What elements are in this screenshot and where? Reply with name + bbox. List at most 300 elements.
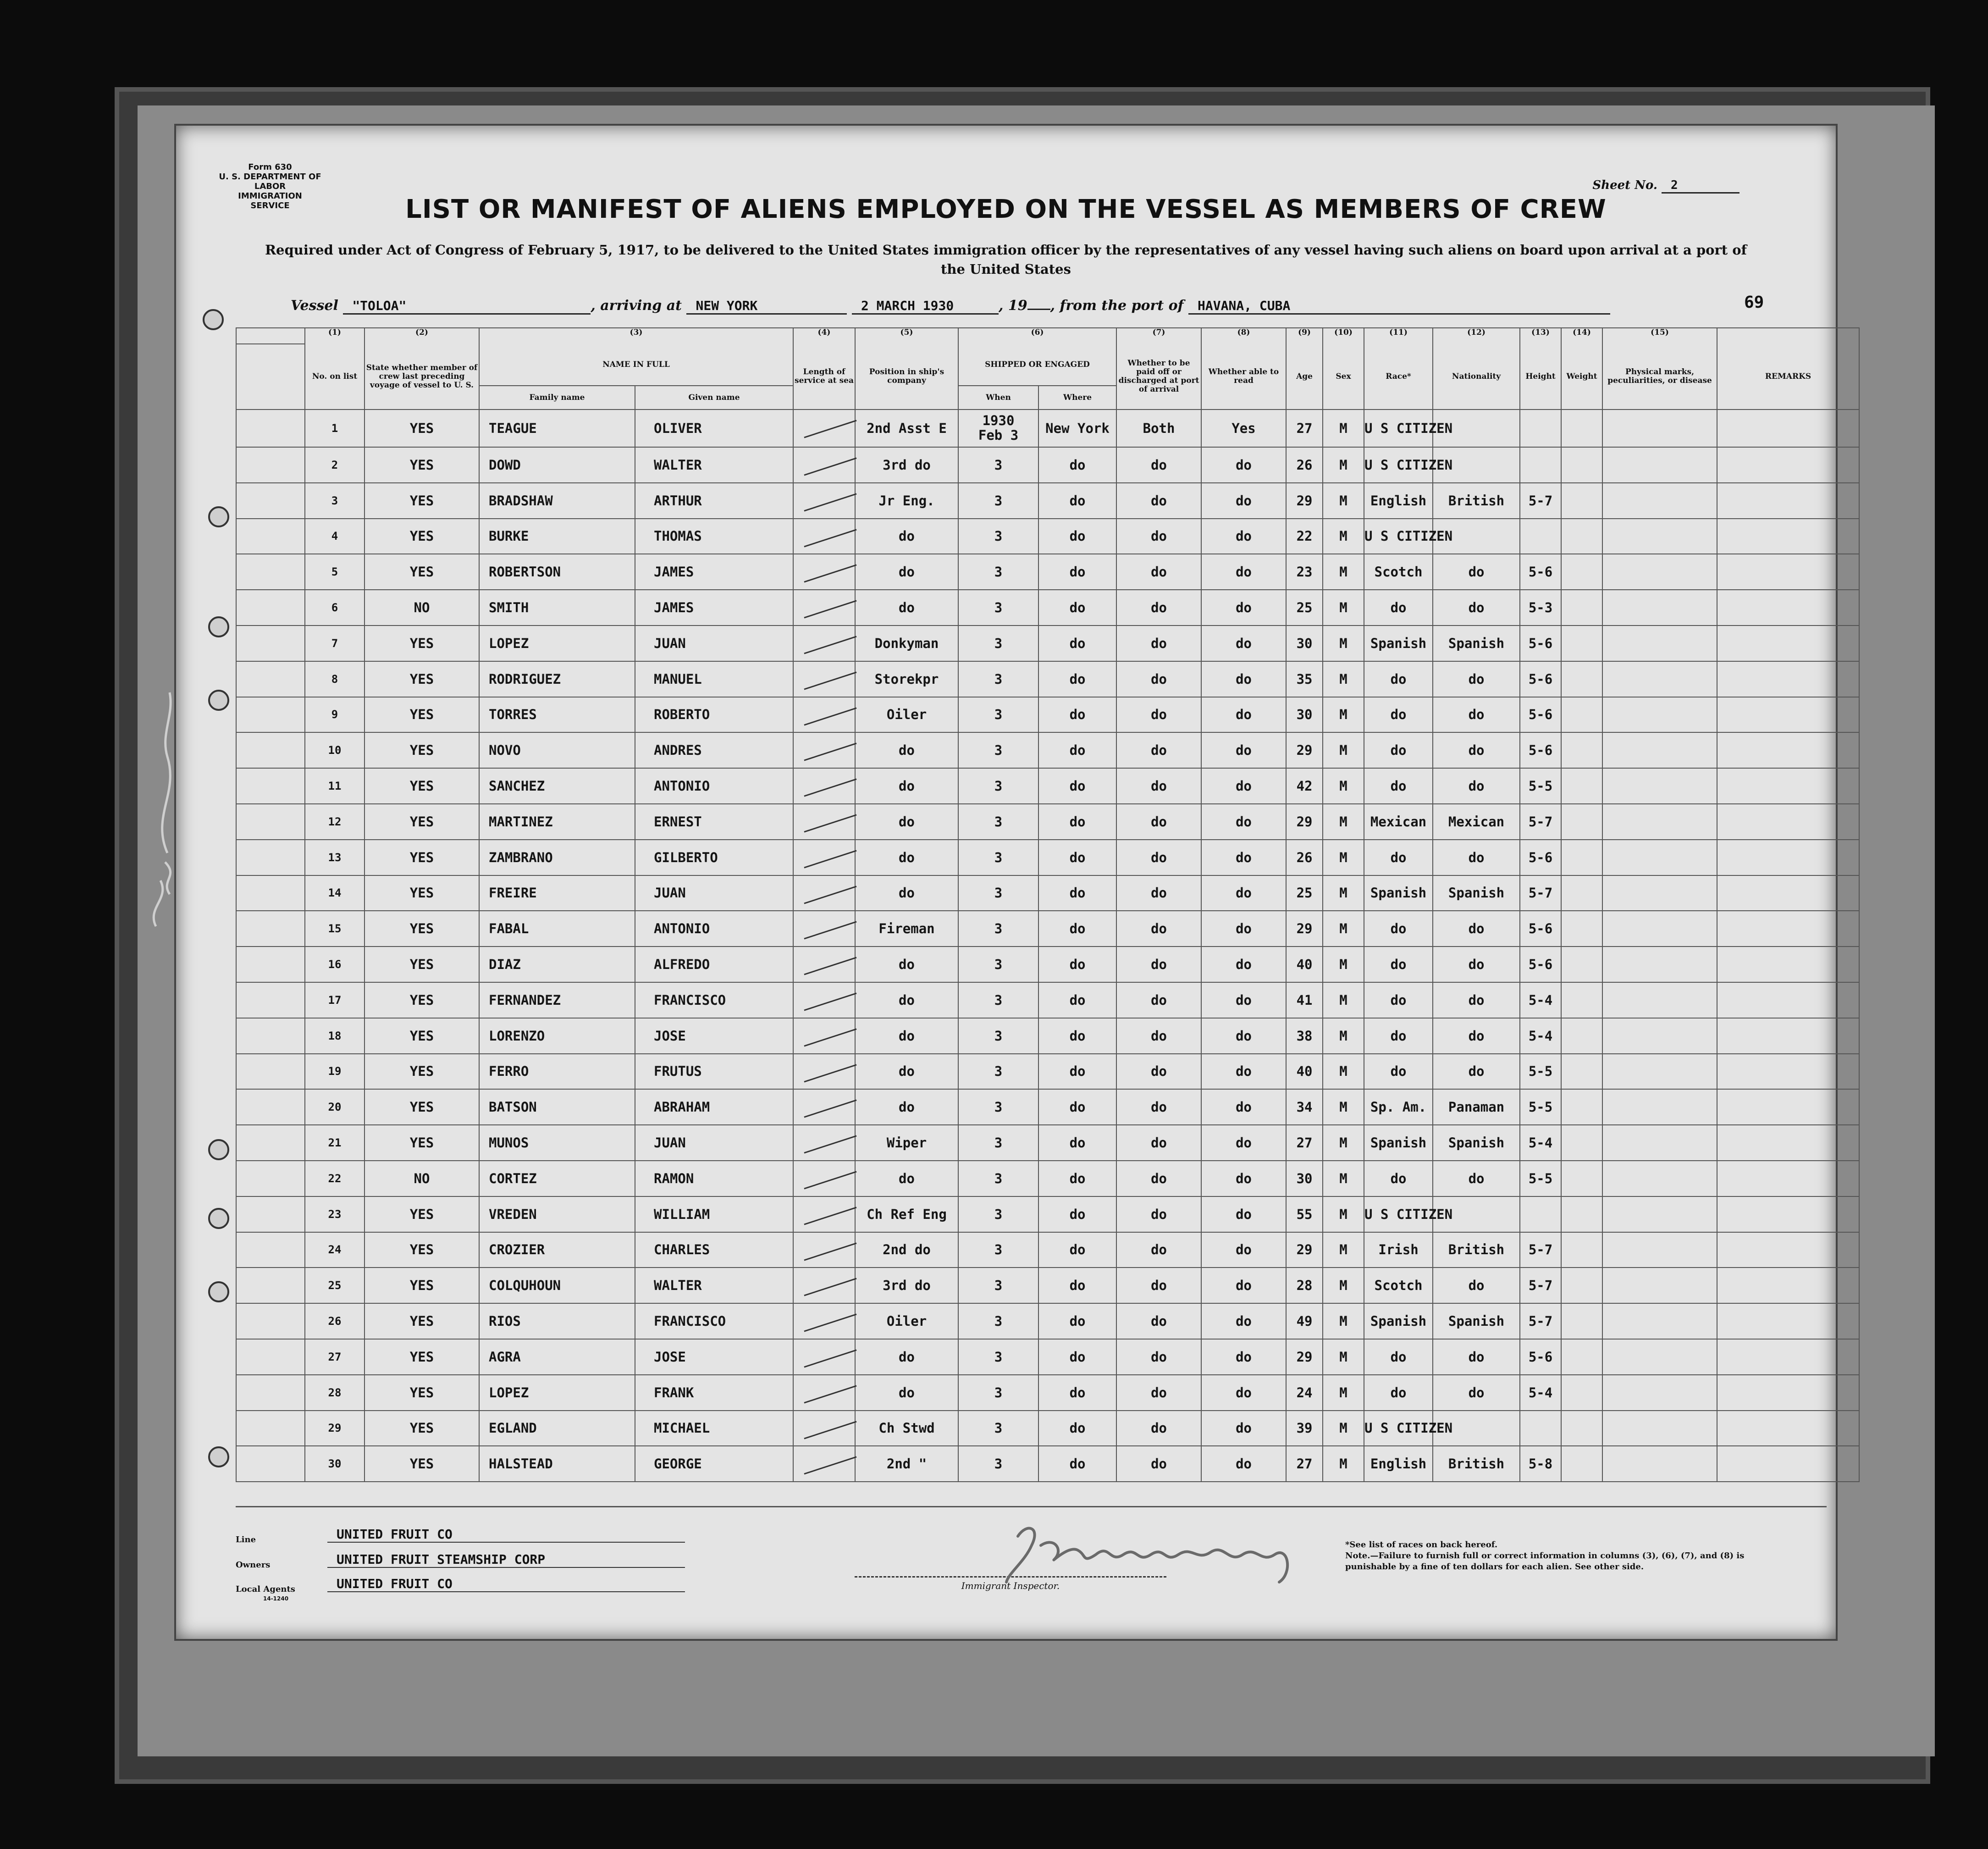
weight-cell <box>1561 1054 1602 1090</box>
age-cell: 40 <box>1286 947 1323 982</box>
height-cell: 5-5 <box>1520 1089 1561 1125</box>
weight-cell <box>1561 875 1602 911</box>
sex-cell: M <box>1323 1054 1364 1090</box>
remarks-cell <box>1717 875 1859 911</box>
margin-col-head <box>236 328 305 344</box>
sex-cell: M <box>1323 1411 1364 1446</box>
punch-hole <box>208 690 229 711</box>
prior-voyage-status-cell: YES <box>364 410 479 447</box>
nationality-cell: do <box>1433 697 1520 733</box>
prior-voyage-status-cell: YES <box>364 697 479 733</box>
paid-off-status-cell: do <box>1116 1303 1201 1339</box>
able-to-read-cell: do <box>1201 1089 1286 1125</box>
remarks-cell <box>1717 697 1859 733</box>
paid-off-status-cell: do <box>1116 1339 1201 1375</box>
height-cell: 5-7 <box>1520 1268 1561 1303</box>
shipped-when-cell: 3 <box>958 1125 1038 1161</box>
table-row <box>236 519 1859 554</box>
weight-cell <box>1561 1339 1602 1375</box>
table-row <box>236 1054 1859 1090</box>
weight-cell <box>1561 554 1602 590</box>
prior-voyage-status-cell: YES <box>364 768 479 804</box>
row-number-cell: 25 <box>305 1268 364 1303</box>
row-number-cell: 11 <box>305 768 364 804</box>
paid-off-status-cell: do <box>1116 1018 1201 1054</box>
able-to-read-cell: do <box>1201 804 1286 840</box>
given-name-cell: ALFREDO <box>635 947 793 982</box>
able-to-read-header: Whether able to read <box>1201 344 1286 410</box>
colnum-13: (13) <box>1520 328 1561 344</box>
table-row <box>236 697 1859 733</box>
margin-cell <box>236 804 305 840</box>
shipped-when-cell: 3 <box>958 1054 1038 1090</box>
row-number-cell: 30 <box>305 1446 364 1482</box>
shipped-where-cell: do <box>1038 1446 1116 1482</box>
given-name-cell: JAMES <box>635 554 793 590</box>
ship-position-cell: Ch Stwd <box>855 1411 958 1446</box>
able-to-read-cell: do <box>1201 554 1286 590</box>
sex-cell: M <box>1323 840 1364 875</box>
colnum-4: (4) <box>793 328 855 344</box>
weight-cell <box>1561 840 1602 875</box>
paid-off-status-cell: do <box>1116 1054 1201 1090</box>
row-number-cell: 1 <box>305 410 364 447</box>
remarks-cell <box>1717 1089 1859 1125</box>
page-subtitle: Required under Act of Congress of February 5, 1917, to be delivered to the United States immigration officer by the representatives of any vessel having such aliens on board upon arrival at a port of the United States <box>265 242 1747 277</box>
shipped-where-cell: do <box>1038 840 1116 875</box>
race-cell: do <box>1364 1375 1433 1411</box>
nationality-cell: Spanish <box>1433 1125 1520 1161</box>
given-name-cell: GEORGE <box>635 1446 793 1482</box>
paid-off-status-cell: do <box>1116 661 1201 697</box>
crew-manifest-table <box>236 327 1860 1482</box>
table-row <box>236 1232 1859 1268</box>
age-cell: 29 <box>1286 1339 1323 1375</box>
colnum-10: (10) <box>1323 328 1364 344</box>
given-name-cell: FRANK <box>635 1375 793 1411</box>
row-number-cell: 10 <box>305 732 364 768</box>
table-row <box>236 804 1859 840</box>
shipped-when-cell: 3 <box>958 661 1038 697</box>
table-row <box>236 447 1859 483</box>
weight-cell <box>1561 982 1602 1018</box>
shipped-when-cell: 3 <box>958 804 1038 840</box>
family-name-cell: LORENZO <box>479 1018 635 1054</box>
margin-cell <box>236 1339 305 1375</box>
remarks-cell <box>1717 1161 1859 1196</box>
length-of-service-cell <box>793 661 855 697</box>
able-to-read-cell: do <box>1201 697 1286 733</box>
ship-position-cell: Oiler <box>855 697 958 733</box>
margin-cell <box>236 732 305 768</box>
age-cell: 55 <box>1286 1196 1323 1232</box>
table-row <box>236 911 1859 947</box>
nationality-cell: do <box>1433 1018 1520 1054</box>
punch-hole <box>208 616 229 637</box>
weight-cell <box>1561 661 1602 697</box>
shipped-where-cell: do <box>1038 1196 1116 1232</box>
able-to-read-cell: do <box>1201 1232 1286 1268</box>
family-name-cell: ROBERTSON <box>479 554 635 590</box>
ship-position-cell: do <box>855 840 958 875</box>
agents-label: Local Agents <box>236 1584 295 1594</box>
age-cell: 22 <box>1286 519 1323 554</box>
remarks-cell <box>1717 519 1859 554</box>
height-cell <box>1520 1196 1561 1232</box>
name-in-full-header: NAME IN FULL <box>479 344 793 386</box>
ship-position-cell: Fireman <box>855 911 958 947</box>
given-name-cell: WILLIAM <box>635 1196 793 1232</box>
ship-position-cell: do <box>855 1018 958 1054</box>
shipped-where-cell: do <box>1038 447 1116 483</box>
shipped-where-cell: do <box>1038 947 1116 982</box>
nationality-cell: do <box>1433 1268 1520 1303</box>
able-to-read-cell: do <box>1201 519 1286 554</box>
length-of-service-cell <box>793 732 855 768</box>
ship-position-cell: do <box>855 947 958 982</box>
colnum-11: (11) <box>1364 328 1433 344</box>
age-cell: 29 <box>1286 804 1323 840</box>
given-name-cell: JUAN <box>635 626 793 661</box>
immigrant-inspector-label: Immigrant Inspector. <box>855 1576 1166 1591</box>
sex-cell: M <box>1323 1303 1364 1339</box>
given-name-cell: GILBERTO <box>635 840 793 875</box>
nationality-cell: do <box>1433 982 1520 1018</box>
length-of-service-cell <box>793 1089 855 1125</box>
race-cell: do <box>1364 697 1433 733</box>
family-name-cell: SANCHEZ <box>479 768 635 804</box>
length-of-service-cell <box>793 875 855 911</box>
family-name-cell: BURKE <box>479 519 635 554</box>
age-cell: 25 <box>1286 875 1323 911</box>
remarks-header: REMARKS <box>1717 344 1859 410</box>
height-cell: 5-7 <box>1520 804 1561 840</box>
arrival-date: 2 MARCH 1930 <box>852 298 999 315</box>
race-cell: Scotch <box>1364 554 1433 590</box>
prior-voyage-status-cell: YES <box>364 875 479 911</box>
punch-hole <box>208 1281 229 1302</box>
sex-cell: M <box>1323 661 1364 697</box>
row-number-cell: 21 <box>305 1125 364 1161</box>
margin-cell <box>236 911 305 947</box>
length-of-service-cell <box>793 840 855 875</box>
family-name-cell: RODRIGUEZ <box>479 661 635 697</box>
nationality-cell: British <box>1433 1446 1520 1482</box>
row-number-cell: 27 <box>305 1339 364 1375</box>
family-name-cell: DIAZ <box>479 947 635 982</box>
shipped-when-cell: 3 <box>958 1018 1038 1054</box>
colnum-2: (2) <box>364 328 479 344</box>
length-of-service-cell <box>793 1018 855 1054</box>
height-cell: 5-6 <box>1520 661 1561 697</box>
sex-cell: M <box>1323 947 1364 982</box>
shipped-where-cell: do <box>1038 1303 1116 1339</box>
race-cell: do <box>1364 1339 1433 1375</box>
shipped-when-cell: 3 <box>958 554 1038 590</box>
margin-cell <box>236 947 305 982</box>
given-name-cell: JAMES <box>635 590 793 626</box>
given-name-cell: MICHAEL <box>635 1411 793 1446</box>
margin-cell <box>236 697 305 733</box>
given-name-cell: JUAN <box>635 1125 793 1161</box>
physical-marks-cell <box>1602 1339 1717 1375</box>
table-row <box>236 1339 1859 1375</box>
length-of-service-cell <box>793 1411 855 1446</box>
weight-cell <box>1561 911 1602 947</box>
table-row <box>236 1196 1859 1232</box>
sex-cell: M <box>1323 483 1364 519</box>
table-row <box>236 1125 1859 1161</box>
paid-off-status-cell: do <box>1116 1375 1201 1411</box>
family-name-cell: COLQUHOUN <box>479 1268 635 1303</box>
age-cell: 24 <box>1286 1375 1323 1411</box>
shipped-when-cell: 3 <box>958 1446 1038 1482</box>
given-name-cell: OLIVER <box>635 410 793 447</box>
nationality-cell: do <box>1433 661 1520 697</box>
length-of-service-cell <box>793 947 855 982</box>
colnum-1: (1) <box>305 328 364 344</box>
given-name-cell: ANDRES <box>635 732 793 768</box>
row-number-cell: 12 <box>305 804 364 840</box>
state-whether-header: State whether member of crew last preceding voyage of vessel to U. S. <box>364 344 479 410</box>
able-to-read-cell: do <box>1201 768 1286 804</box>
footer-notes <box>1345 1539 1785 1572</box>
shipped-where-cell: do <box>1038 590 1116 626</box>
able-to-read-cell: do <box>1201 1303 1286 1339</box>
race-cell: do <box>1364 1054 1433 1090</box>
length-of-service-cell <box>793 483 855 519</box>
race-cell: English <box>1364 483 1433 519</box>
row-number-cell: 29 <box>305 1411 364 1446</box>
ship-position-cell: Donkyman <box>855 626 958 661</box>
shipped-where-cell: New York <box>1038 410 1116 447</box>
line-value: UNITED FRUIT CO <box>327 1527 685 1543</box>
age-cell: 29 <box>1286 483 1323 519</box>
nationality-cell: Spanish <box>1433 626 1520 661</box>
prior-voyage-status-cell: YES <box>364 1089 479 1125</box>
paid-off-status-cell: do <box>1116 483 1201 519</box>
nationality-cell: Spanish <box>1433 1303 1520 1339</box>
race-cell: U S CITIZEN <box>1364 1411 1433 1446</box>
shipped-where-cell: do <box>1038 732 1116 768</box>
ship-position-cell: 2nd " <box>855 1446 958 1482</box>
remarks-cell <box>1717 1018 1859 1054</box>
sex-cell: M <box>1323 1232 1364 1268</box>
height-cell <box>1520 447 1561 483</box>
nationality-cell: do <box>1433 1054 1520 1090</box>
row-number-cell: 15 <box>305 911 364 947</box>
shipped-where-cell: do <box>1038 1232 1116 1268</box>
prior-voyage-status-cell: YES <box>364 447 479 483</box>
colnum-7: (7) <box>1116 328 1201 344</box>
weight-cell <box>1561 626 1602 661</box>
length-of-service-cell <box>793 519 855 554</box>
sex-cell: M <box>1323 1161 1364 1196</box>
owners-value: UNITED FRUIT STEAMSHIP CORP <box>327 1552 685 1568</box>
sex-cell: M <box>1323 768 1364 804</box>
shipped-when-cell: 3 <box>958 1196 1038 1232</box>
weight-cell <box>1561 410 1602 447</box>
family-name-cell: DOWD <box>479 447 635 483</box>
margin-cell <box>236 840 305 875</box>
line-label: Line <box>236 1535 256 1545</box>
agents-value: UNITED FRUIT CO <box>327 1576 685 1592</box>
physical-marks-cell <box>1602 1411 1717 1446</box>
family-name-cell: EGLAND <box>479 1411 635 1446</box>
shipped-where-cell: do <box>1038 804 1116 840</box>
paid-off-status-cell: do <box>1116 519 1201 554</box>
weight-cell <box>1561 1375 1602 1411</box>
table-row <box>236 840 1859 875</box>
family-name-cell: FABAL <box>479 911 635 947</box>
margin-cell <box>236 410 305 447</box>
sex-cell: M <box>1323 1196 1364 1232</box>
shipped-where-cell: do <box>1038 911 1116 947</box>
height-cell: 5-4 <box>1520 1018 1561 1054</box>
physical-marks-cell <box>1602 1089 1717 1125</box>
row-number-cell: 7 <box>305 626 364 661</box>
age-cell: 29 <box>1286 911 1323 947</box>
height-cell: 5-6 <box>1520 1339 1561 1375</box>
shipped-where-cell: do <box>1038 1339 1116 1375</box>
height-cell: 5-7 <box>1520 1232 1561 1268</box>
prior-voyage-status-cell: NO <box>364 1161 479 1196</box>
given-name-cell: JOSE <box>635 1339 793 1375</box>
sex-cell: M <box>1323 875 1364 911</box>
length-of-service-cell <box>793 1232 855 1268</box>
prior-voyage-status-cell: YES <box>364 1375 479 1411</box>
shipped-when-cell: 3 <box>958 483 1038 519</box>
race-cell: do <box>1364 732 1433 768</box>
nationality-cell: Spanish <box>1433 875 1520 911</box>
shipped-when-cell: 3 <box>958 447 1038 483</box>
weight-cell <box>1561 1089 1602 1125</box>
row-number-cell: 18 <box>305 1018 364 1054</box>
height-cell: 5-5 <box>1520 1054 1561 1090</box>
sex-cell: M <box>1323 1375 1364 1411</box>
family-name-cell: BATSON <box>479 1089 635 1125</box>
remarks-cell <box>1717 1303 1859 1339</box>
paid-off-status-cell: Both <box>1116 410 1201 447</box>
race-cell: do <box>1364 982 1433 1018</box>
race-cell: U S CITIZEN <box>1364 1196 1433 1232</box>
race-cell: English <box>1364 1446 1433 1482</box>
able-to-read-cell: Yes <box>1201 410 1286 447</box>
shipped-where-cell: do <box>1038 1125 1116 1161</box>
row-number-cell: 20 <box>305 1089 364 1125</box>
remarks-cell <box>1717 447 1859 483</box>
prior-voyage-status-cell: YES <box>364 1339 479 1375</box>
ship-position-cell: Wiper <box>855 1125 958 1161</box>
weight-cell <box>1561 1268 1602 1303</box>
remarks-cell <box>1717 410 1859 447</box>
prior-voyage-status-cell: YES <box>364 1125 479 1161</box>
shipped-where-cell: do <box>1038 768 1116 804</box>
margin-cell <box>236 1196 305 1232</box>
shipped-when-cell <box>958 410 1038 447</box>
age-cell: 27 <box>1286 410 1323 447</box>
row-number-cell: 13 <box>305 840 364 875</box>
table-row <box>236 982 1859 1018</box>
shipped-when-cell: 3 <box>958 840 1038 875</box>
height-cell: 5-5 <box>1520 768 1561 804</box>
ship-position-cell: do <box>855 1054 958 1090</box>
physical-marks-cell <box>1602 697 1717 733</box>
margin-handwritten-note <box>142 679 193 936</box>
age-cell: 25 <box>1286 590 1323 626</box>
remarks-cell <box>1717 1411 1859 1446</box>
given-name-cell: FRUTUS <box>635 1054 793 1090</box>
manifest-page <box>174 124 1838 1641</box>
prior-voyage-status-cell: YES <box>364 554 479 590</box>
sex-cell: M <box>1323 911 1364 947</box>
physical-marks-cell <box>1602 804 1717 840</box>
arriving-port: NEW YORK <box>686 298 847 315</box>
sheet-number-field <box>1592 178 1740 194</box>
paid-off-status-cell: do <box>1116 590 1201 626</box>
given-name-cell: ANTONIO <box>635 768 793 804</box>
position-header: Position in ship's company <box>855 344 958 410</box>
length-of-service-cell <box>793 1054 855 1090</box>
vessel-label: Vessel <box>291 298 338 314</box>
given-name-cell: FRANCISCO <box>635 1303 793 1339</box>
physical-marks-cell <box>1602 1196 1717 1232</box>
paid-off-status-cell: do <box>1116 447 1201 483</box>
race-cell: Spanish <box>1364 875 1433 911</box>
paid-off-status-cell: do <box>1116 1089 1201 1125</box>
shipped-where-cell: do <box>1038 875 1116 911</box>
prior-voyage-status-cell: YES <box>364 1232 479 1268</box>
ship-position-cell: do <box>855 1161 958 1196</box>
table-row <box>236 1268 1859 1303</box>
weight-cell <box>1561 947 1602 982</box>
shipped-where-cell: do <box>1038 1018 1116 1054</box>
table-row <box>236 1161 1859 1196</box>
row-number-cell: 24 <box>305 1232 364 1268</box>
sex-cell: M <box>1323 626 1364 661</box>
nationality-header: Nationality <box>1433 344 1520 410</box>
shipped-when-cell: 3 <box>958 911 1038 947</box>
age-cell: 27 <box>1286 1446 1323 1482</box>
weight-cell <box>1561 1018 1602 1054</box>
physical-marks-cell <box>1602 982 1717 1018</box>
shipped-where-cell: do <box>1038 554 1116 590</box>
remarks-cell <box>1717 1196 1859 1232</box>
height-cell: 5-6 <box>1520 840 1561 875</box>
physical-marks-cell <box>1602 1446 1717 1482</box>
sex-cell: M <box>1323 1268 1364 1303</box>
family-name-cell: CORTEZ <box>479 1161 635 1196</box>
weight-cell <box>1561 1446 1602 1482</box>
age-cell: 29 <box>1286 1232 1323 1268</box>
shipped-where-cell: do <box>1038 1411 1116 1446</box>
table-row <box>236 732 1859 768</box>
row-number-cell: 9 <box>305 697 364 733</box>
prior-voyage-status-cell: YES <box>364 626 479 661</box>
length-of-service-cell <box>793 590 855 626</box>
where-header: Where <box>1038 386 1116 410</box>
sheet-number-label: Sheet No. <box>1592 178 1657 192</box>
arriving-label: , arriving at <box>591 298 682 314</box>
family-name-cell: AGRA <box>479 1339 635 1375</box>
shipped-when-cell: 3 <box>958 1232 1038 1268</box>
margin-cell <box>236 1161 305 1196</box>
margin-col-subhead <box>236 344 305 410</box>
sex-cell: M <box>1323 982 1364 1018</box>
prior-voyage-status-cell: YES <box>364 1196 479 1232</box>
prior-voyage-status-cell: YES <box>364 840 479 875</box>
family-name-cell: FERRO <box>479 1054 635 1090</box>
